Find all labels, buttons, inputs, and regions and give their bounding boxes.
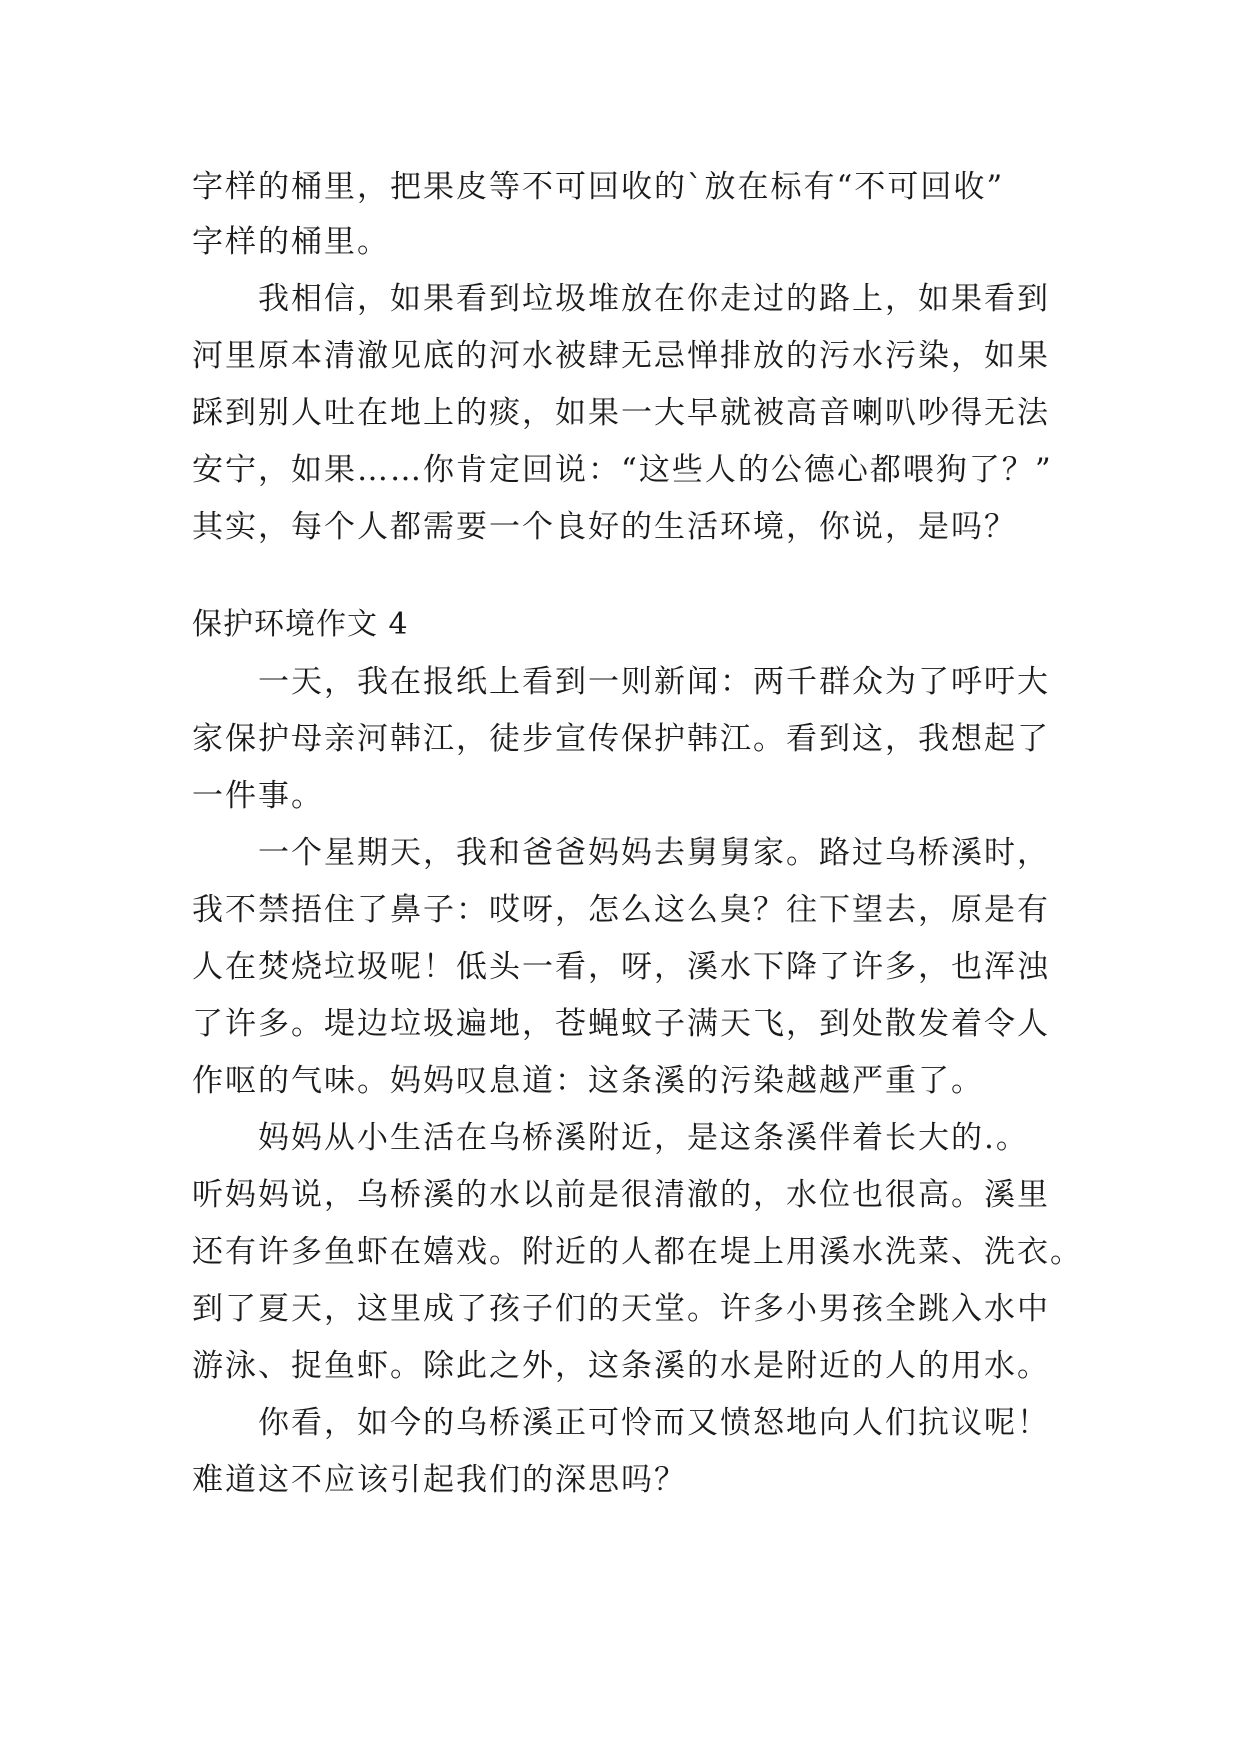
text-line: 还有许多鱼虾在嬉戏。附近的人都在堤上用溪水洗菜、洗衣。 bbox=[192, 1234, 1083, 1270]
section-heading: 保护环境作文 4 bbox=[192, 607, 409, 642]
text-line: 作呕的气味。妈妈叹息道：这条溪的污染越越严重了。 bbox=[192, 1063, 984, 1099]
paragraph-start-line: 我相信，如果看到垃圾堆放在你走过的路上，如果看到 bbox=[258, 281, 1050, 317]
text-line: 一件事。 bbox=[192, 778, 324, 814]
text-line: 字样的桶里。 bbox=[192, 224, 390, 260]
text-line: 难道这不应该引起我们的深思吗？ bbox=[192, 1462, 687, 1498]
paragraph-start-line: 妈妈从小生活在乌桥溪附近，是这条溪伴着长大的.。 bbox=[258, 1120, 1029, 1156]
text-line: 河里原本清澈见底的河水被肆无忌惮排放的污水污染，如果 bbox=[192, 338, 1050, 374]
paragraph-start-line: 一天，我在报纸上看到一则新闻：两千群众为了呼吁大 bbox=[258, 664, 1050, 700]
text-line: 我不禁捂住了鼻子：哎呀，怎么这么臭？往下望去，原是有 bbox=[192, 892, 1050, 928]
text-line: 其实，每个人都需要一个良好的生活环境，你说，是吗？ bbox=[192, 509, 1017, 545]
text-line: 家保护母亲河韩江，徒步宣传保护韩江。看到这，我想起了 bbox=[192, 721, 1050, 757]
text-line: 踩到别人吐在地上的痰，如果一大早就被高音喇叭吵得无法 bbox=[192, 395, 1050, 431]
text-line: 到了夏天，这里成了孩子们的天堂。许多小男孩全跳入水中 bbox=[192, 1291, 1050, 1327]
paragraph-start-line: 一个星期天，我和爸爸妈妈去舅舅家。路过乌桥溪时， bbox=[258, 835, 1050, 871]
text-line: 了许多。堤边垃圾遍地，苍蝇蚊子满天飞，到处散发着令人 bbox=[192, 1006, 1050, 1042]
text-line: 字样的桶里，把果皮等不可回收的`放在标有“不可回收” bbox=[192, 169, 1005, 205]
text-line: 游泳、捉鱼虾。除此之外，这条溪的水是附近的人的用水。 bbox=[192, 1348, 1050, 1384]
text-line: 人在焚烧垃圾呢！低头一看，呀，溪水下降了许多，也浑浊 bbox=[192, 949, 1050, 985]
text-line: 安宁，如果……你肯定回说：“这些人的公德心都喂狗了？” bbox=[192, 452, 1053, 488]
paragraph-start-line: 你看，如今的乌桥溪正可怜而又愤怒地向人们抗议呢！ bbox=[258, 1405, 1050, 1441]
text-line: 听妈妈说，乌桥溪的水以前是很清澈的，水位也很高。溪里 bbox=[192, 1177, 1050, 1213]
